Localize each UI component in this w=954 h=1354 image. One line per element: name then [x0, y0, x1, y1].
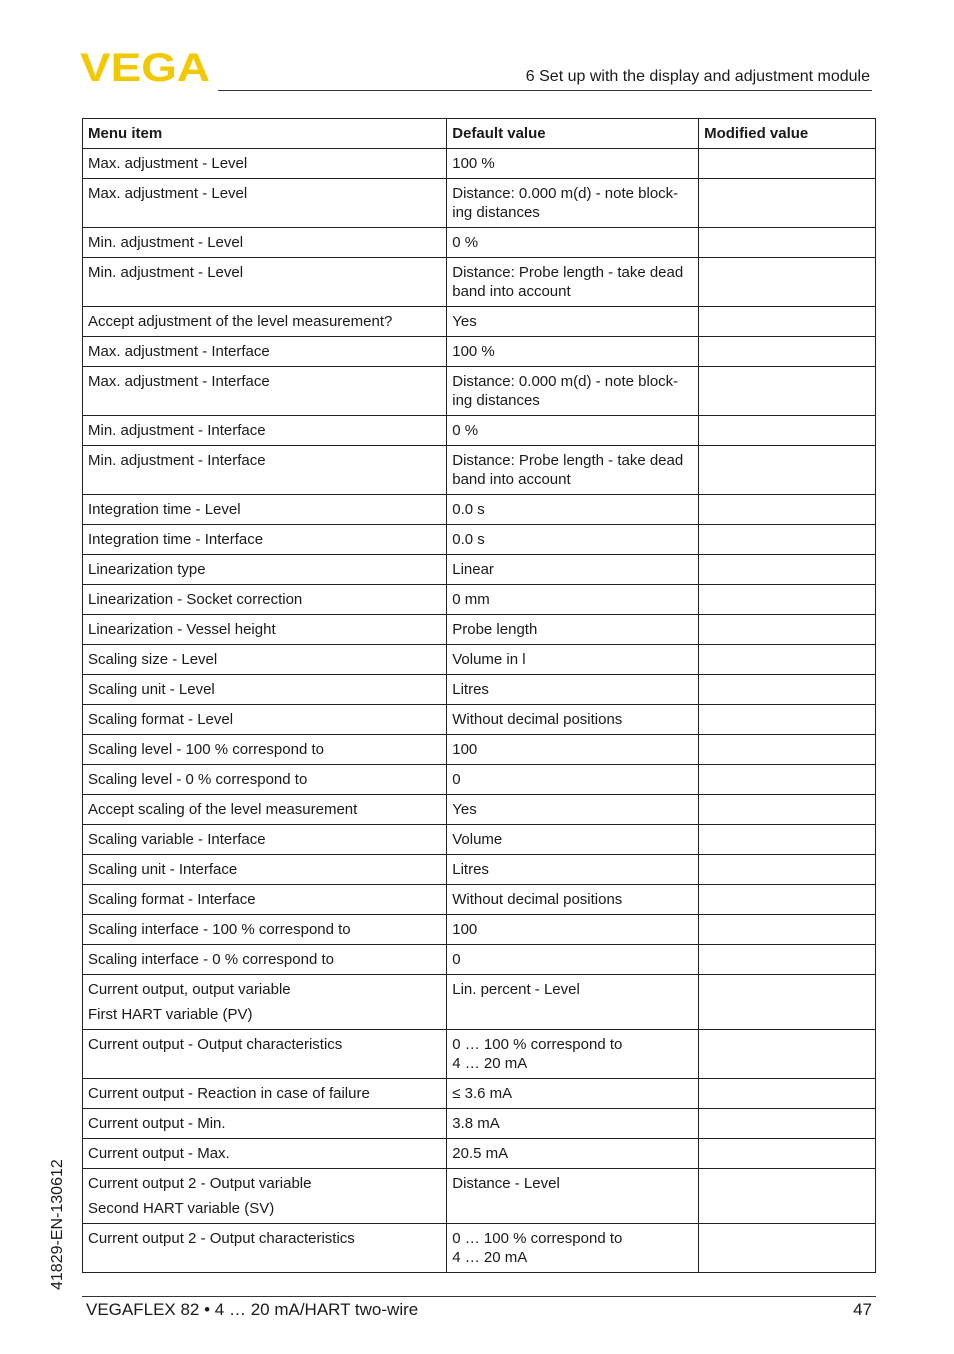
menu-item-cell — [83, 228, 447, 258]
default-value-cell: ≤ 3.6 mA — [447, 1079, 699, 1109]
default-value-cell: Distance - Level — [447, 1169, 699, 1224]
default-value-cell: Yes — [447, 307, 699, 337]
menu-item-cell — [83, 825, 447, 855]
menu-item-cell — [83, 1079, 447, 1109]
menu-item-cell — [83, 615, 447, 645]
menu-item-text: Scaling format - Level — [88, 711, 234, 728]
menu-item-cell — [83, 258, 447, 307]
menu-item-cell — [83, 795, 447, 825]
modified-value-cell — [699, 495, 876, 525]
table-row — [83, 975, 876, 1030]
modified-value-cell — [699, 1079, 876, 1109]
default-value-cell: 100 — [447, 735, 699, 765]
menu-item-text: Scaling unit - Level — [88, 681, 215, 698]
table-row — [83, 525, 876, 555]
default-value-cell: Distance: 0.000 m(d) - note block-ing distances — [447, 367, 699, 416]
table-row — [83, 1224, 876, 1273]
menu-item-cell — [83, 337, 447, 367]
table-row — [83, 855, 876, 885]
default-value-cell: Without decimal positions — [447, 705, 699, 735]
table-row — [83, 915, 876, 945]
default-value-cell: 0 % — [447, 228, 699, 258]
menu-item-text: Scaling variable - Interface — [88, 831, 266, 848]
modified-value-cell — [699, 735, 876, 765]
modified-value-cell — [699, 555, 876, 585]
modified-value-cell — [699, 446, 876, 495]
modified-value-cell — [699, 337, 876, 367]
table-row — [83, 1139, 876, 1169]
modified-value-cell — [699, 1169, 876, 1224]
menu-item-cell — [83, 1169, 447, 1224]
menu-item-text: Accept scaling of the level measurement — [88, 801, 358, 818]
default-value-cell: Litres — [447, 855, 699, 885]
modified-value-cell — [699, 975, 876, 1030]
menu-item-cell — [83, 416, 447, 446]
default-value-cell: Lin. percent - Level — [447, 975, 699, 1030]
default-value-cell: Volume in l — [447, 645, 699, 675]
menu-item-text: Min. adjustment - Interface — [88, 422, 266, 439]
default-value-cell: 0 % — [447, 416, 699, 446]
header-default-value: Default value — [447, 119, 699, 149]
menu-item-cell — [83, 1224, 447, 1273]
product-name: VEGAFLEX 82 • 4 … 20 mA/HART two-wire — [86, 1300, 419, 1319]
default-value-cell: 0 — [447, 945, 699, 975]
table-row — [83, 615, 876, 645]
default-value-cell: 100 — [447, 915, 699, 945]
header-divider — [218, 90, 872, 91]
menu-item-text: Integration time - Level — [88, 501, 241, 518]
table-row — [83, 495, 876, 525]
table-row — [83, 446, 876, 495]
table-row — [83, 1030, 876, 1079]
menu-item-cell — [83, 915, 447, 945]
default-value-cell: 0 … 100 % correspond to 4 … 20 mA — [447, 1030, 699, 1079]
menu-item-cell — [83, 1030, 447, 1079]
menu-item-text: Current output - Max. — [88, 1145, 230, 1162]
modified-value-cell — [699, 675, 876, 705]
modified-value-cell — [699, 915, 876, 945]
menu-item-text: Min. adjustment - Interface — [88, 452, 266, 469]
modified-value-cell — [699, 765, 876, 795]
modified-value-cell — [699, 149, 876, 179]
table-row — [83, 705, 876, 735]
header-modified-value: Modified value — [699, 119, 876, 149]
modified-value-cell — [699, 1139, 876, 1169]
default-value-cell: 0.0 s — [447, 525, 699, 555]
default-value-cell: 0 — [447, 765, 699, 795]
default-value-cell: Distance: Probe length - take dead band into account — [447, 258, 699, 307]
table-row — [83, 825, 876, 855]
menu-item-text: Max. adjustment - Interface — [88, 373, 270, 390]
menu-item-cell — [83, 675, 447, 705]
modified-value-cell — [699, 705, 876, 735]
default-value-cell: Probe length — [447, 615, 699, 645]
menu-item-cell — [83, 1139, 447, 1169]
menu-item-cell — [83, 735, 447, 765]
default-value-cell: Volume — [447, 825, 699, 855]
menu-item-cell — [83, 855, 447, 885]
menu-item-text: Current output - Output characteristics — [88, 1036, 343, 1053]
default-value-cell: 0.0 s — [447, 495, 699, 525]
document-code: 41829-EN-130612 — [49, 1159, 66, 1290]
menu-item-text: Current output - Min. — [88, 1115, 226, 1132]
vega-logo — [80, 50, 212, 84]
menu-item-cell — [83, 765, 447, 795]
default-value-cell: Distance: 0.000 m(d) - note block-ing distances — [447, 179, 699, 228]
modified-value-cell — [699, 307, 876, 337]
table-row — [83, 258, 876, 307]
header-menu-item: Menu item — [83, 119, 447, 149]
modified-value-cell — [699, 615, 876, 645]
table-row — [83, 1079, 876, 1109]
menu-item-text: Current output 2 - Output variable — [88, 1175, 312, 1192]
modified-value-cell — [699, 855, 876, 885]
menu-item-cell — [83, 149, 447, 179]
settings-table — [82, 118, 876, 1273]
table-row — [83, 228, 876, 258]
hart-variable-text: First HART variable (PV) — [88, 1006, 253, 1023]
menu-item-text: Accept adjustment of the level measurement? — [88, 313, 393, 330]
table-row — [83, 307, 876, 337]
modified-value-cell — [699, 228, 876, 258]
modified-value-cell — [699, 945, 876, 975]
table-row — [83, 945, 876, 975]
table-row — [83, 149, 876, 179]
default-value-cell: Litres — [447, 675, 699, 705]
default-value-cell: Linear — [447, 555, 699, 585]
modified-value-cell — [699, 795, 876, 825]
menu-item-cell — [83, 1109, 447, 1139]
menu-item-cell — [83, 975, 447, 1030]
table-row — [83, 675, 876, 705]
menu-item-text: Scaling size - Level — [88, 651, 218, 668]
table-row — [83, 1109, 876, 1139]
modified-value-cell — [699, 258, 876, 307]
table-row — [83, 416, 876, 446]
modified-value-cell — [699, 367, 876, 416]
default-value-cell: 0 … 100 % correspond to 4 … 20 mA — [447, 1224, 699, 1273]
menu-item-text: Current output, output variable — [88, 981, 291, 998]
menu-item-text: Current output 2 - Output characteristics — [88, 1230, 355, 1247]
menu-item-text: Scaling level - 100 % correspond to — [88, 741, 324, 758]
menu-item-cell — [83, 446, 447, 495]
modified-value-cell — [699, 525, 876, 555]
modified-value-cell — [699, 179, 876, 228]
menu-item-cell — [83, 945, 447, 975]
menu-item-cell — [83, 705, 447, 735]
menu-item-text: Scaling unit - Interface — [88, 861, 238, 878]
default-value-cell: 0 mm — [447, 585, 699, 615]
table-row — [83, 885, 876, 915]
menu-item-cell — [83, 885, 447, 915]
default-value-cell: Yes — [447, 795, 699, 825]
menu-item-text: Linearization - Socket correction — [88, 591, 303, 608]
menu-item-text: Min. adjustment - Level — [88, 264, 244, 281]
table-row — [83, 645, 876, 675]
default-value-cell: Without decimal positions — [447, 885, 699, 915]
default-value-cell: 100 % — [447, 337, 699, 367]
menu-item-text: Max. adjustment - Level — [88, 155, 248, 172]
menu-item-cell — [83, 525, 447, 555]
default-value-cell: 20.5 mA — [447, 1139, 699, 1169]
table-row — [83, 765, 876, 795]
menu-item-text: Linearization type — [88, 561, 206, 578]
default-value-cell: 100 % — [447, 149, 699, 179]
default-value-cell: 3.8 mA — [447, 1109, 699, 1139]
menu-item-text: Max. adjustment - Level — [88, 185, 248, 202]
menu-item-text: Scaling level - 0 % correspond to — [88, 771, 308, 788]
menu-item-text: Min. adjustment - Level — [88, 234, 244, 251]
modified-value-cell — [699, 585, 876, 615]
modified-value-cell — [699, 645, 876, 675]
modified-value-cell — [699, 1224, 876, 1273]
modified-value-cell — [699, 885, 876, 915]
menu-item-text: Scaling interface - 100 % correspond to — [88, 921, 351, 938]
footer-divider — [82, 1296, 876, 1297]
table-row — [83, 1169, 876, 1224]
modified-value-cell — [699, 825, 876, 855]
table-row — [83, 179, 876, 228]
default-value-cell: Distance: Probe length - take dead band into account — [447, 446, 699, 495]
menu-item-cell — [83, 555, 447, 585]
menu-item-cell — [83, 307, 447, 337]
section-title: 6 Set up with the display and adjustment module — [525, 68, 870, 85]
modified-value-cell — [699, 1030, 876, 1079]
table-row — [83, 337, 876, 367]
svg-text:VEGA: VEGA — [80, 50, 210, 84]
menu-item-cell — [83, 495, 447, 525]
menu-item-text: Scaling format - Interface — [88, 891, 256, 908]
table-row — [83, 735, 876, 765]
menu-item-cell — [83, 585, 447, 615]
menu-item-cell — [83, 645, 447, 675]
page-number: 47 — [853, 1300, 872, 1319]
table-header-row — [83, 119, 876, 149]
modified-value-cell — [699, 416, 876, 446]
table-row — [83, 795, 876, 825]
modified-value-cell — [699, 1109, 876, 1139]
menu-item-text: Linearization - Vessel height — [88, 621, 276, 638]
table-row — [83, 367, 876, 416]
menu-item-text: Integration time - Interface — [88, 531, 264, 548]
table-row — [83, 585, 876, 615]
menu-item-cell — [83, 367, 447, 416]
table-row — [83, 555, 876, 585]
menu-item-text: Max. adjustment - Interface — [88, 343, 270, 360]
hart-variable-text: Second HART variable (SV) — [88, 1200, 275, 1217]
menu-item-text: Current output - Reaction in case of failure — [88, 1085, 370, 1102]
menu-item-text: Scaling interface - 0 % correspond to — [88, 951, 334, 968]
menu-item-cell — [83, 179, 447, 228]
